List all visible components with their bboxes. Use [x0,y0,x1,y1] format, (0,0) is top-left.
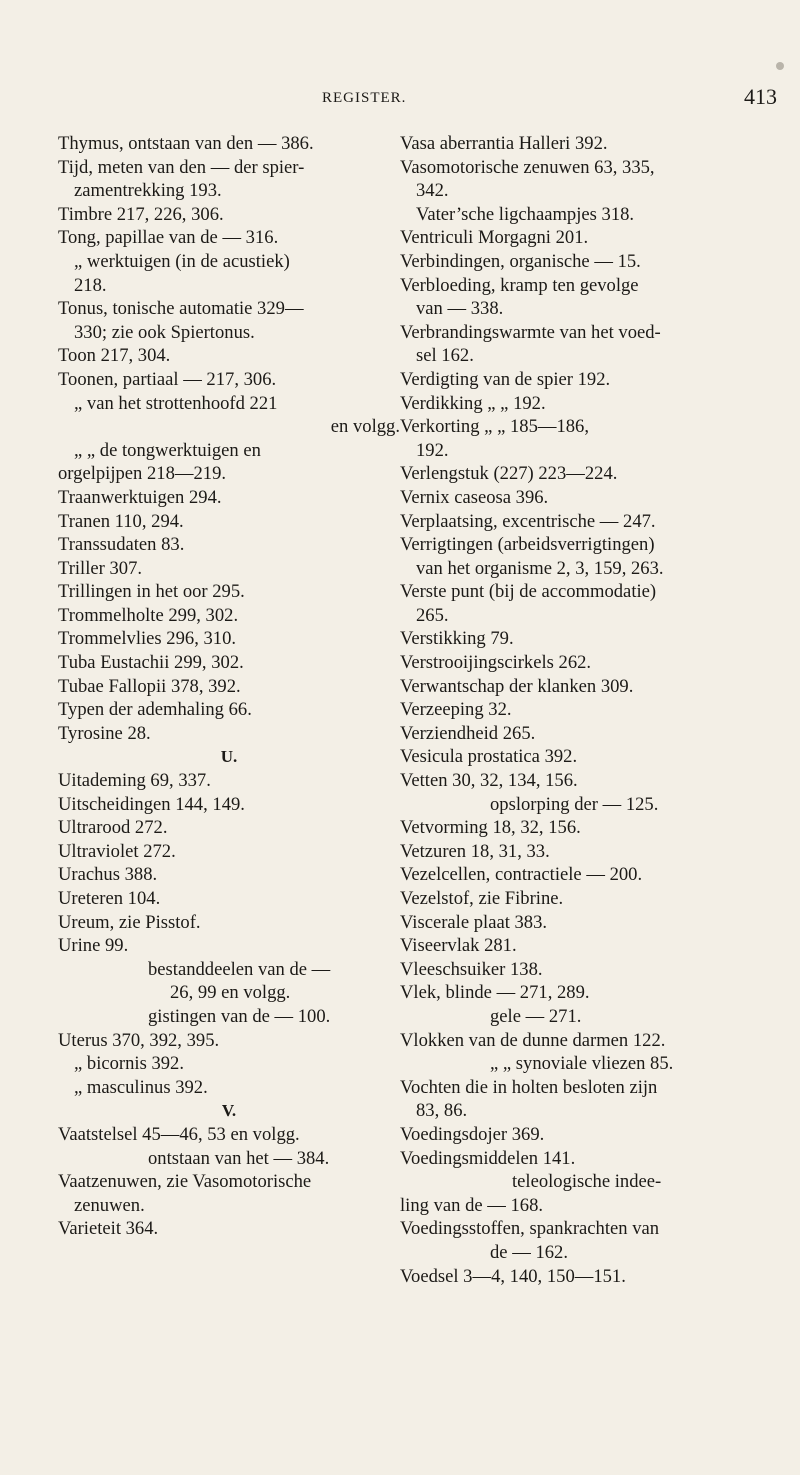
index-entry: opslorping der — 125. [490,793,659,815]
index-entry: Vlokken van de dunne darmen 122. [400,1029,666,1051]
index-entry: Tonus, tonische automatie 329— [58,298,304,320]
index-entry: Viscerale plaat 383. [400,911,548,933]
index-column-left [58,132,400,1241]
index-entry: Voedingsstoffen, spankrachten van [400,1218,660,1240]
index-entry: ontstaan van het — 384. [148,1147,330,1169]
index-entry: Verwantschap der klanken 309. [400,675,634,697]
index-entry: Toonen, partiaal — 217, 306. [58,368,277,390]
index-entry: „ „ synoviale vliezen 85. [490,1053,674,1075]
index-entry: Ventriculi Morgagni 201. [400,227,589,249]
index-entry: „ „ de tongwerktuigen en [74,439,261,461]
index-entry: gele — 271. [490,1005,582,1027]
index-entry: Vater’sche ligchaampjes 318. [416,203,635,225]
index-entry: Tyrosine 28. [58,722,151,744]
index-entry: Verlengstuk (227) 223—224. [400,463,618,485]
index-entry: Verbindingen, organische — 15. [400,250,641,272]
index-entry: 192. [416,439,449,461]
index-entry: Ureum, zie Pisstof. [58,911,201,933]
index-entry: Vasa aberrantia Halleri 392. [400,133,608,154]
index-entry: Verbloeding, kramp ten gevolge [400,274,639,296]
index-entry: Trommelholte 299, 302. [58,604,239,626]
index-entry: Vetten 30, 32, 134, 156. [400,770,578,792]
index-entry: Voedingsdojer 369. [400,1123,545,1145]
index-entry: Urine 99. [58,935,129,957]
index-entry: sel 162. [416,345,474,367]
index-entry: Varieteit 364. [58,1218,159,1240]
index-entry: bestanddeelen van de — [148,958,331,980]
index-entry: Tubae Fallopii 378, 392. [58,675,241,697]
index-entry: 330; zie ook Spiertonus. [74,321,255,343]
index-entry: Vernix caseosa 396. [400,486,549,508]
index-entry: Vochten die in holten besloten zijn [400,1076,658,1098]
index-entry: Uitscheidingen 144, 149. [58,793,245,815]
index-entry: Vesicula prostatica 392. [400,746,578,768]
index-entry: Vezelstof, zie Fibrine. [400,888,564,909]
index-entry: „ van het strottenhoofd 221 [74,392,278,414]
index-entry: Tong, papillae van de — 316. [58,227,279,249]
index-entry: Vaatstelsel 45—46, 53 en volgg. [58,1123,300,1145]
index-entry: Tuba Eustachii 299, 302. [58,652,244,674]
index-entry: Thymus, ontstaan van den — 386. [58,133,314,154]
index-entry: Traanwerktuigen 294. [58,486,222,508]
index-entry: Timbre 217, 226, 306. [58,203,224,225]
index-entry: Tranen 110, 294. [58,510,184,532]
index-entry: Ultraviolet 272. [58,840,176,862]
index-entry: 26, 99 en volgg. [170,982,291,1004]
index-entry: Uterus 370, 392, 395. [58,1029,220,1051]
index-entry: Verstrooijingscirkels 262. [400,652,592,674]
index-entry: 342. [416,180,449,202]
index-entry: „ masculinus 392. [74,1076,208,1098]
index-entry: Transsudaten 83. [58,534,185,556]
index-entry: Uitademing 69, 337. [58,770,211,792]
index-entry: Verkorting „ „ 185—186, [400,416,589,438]
page-header [0,82,800,112]
index-entry: Vasomotorische zenuwen 63, 335, [400,156,655,178]
index-entry: Verdigting van de spier 192. [400,368,611,390]
index-entry: orgelpijpen 218—219. [58,463,227,485]
index-entry: 83, 86. [416,1100,468,1122]
index-entry: en volgg. [330,416,400,438]
index-entry: 218. [74,274,107,296]
index-entry: ling van de — 168. [400,1194,544,1216]
index-entry: Tijd, meten van den — der spier- [58,156,305,178]
index-entry: „ werktuigen (in de acustiek) [74,250,290,272]
section-heading: U. [220,747,238,767]
index-entry: de — 162. [490,1241,568,1263]
index-entry: van het organisme 2, 3, 159, 263. [416,557,664,579]
index-entry: zenuwen. [74,1194,145,1216]
index-column-right [400,132,748,1288]
index-entry: teleologische indee- [512,1171,662,1193]
index-entry: Viseervlak 281. [400,935,517,957]
ink-spot [776,62,784,70]
index-entry: Urachus 388. [58,864,158,886]
index-entry: 265. [416,604,449,626]
index-entry: Triller 307. [58,557,143,579]
running-head: REGISTER. [322,90,407,106]
index-entry: Verbrandingswarmte van het voed- [400,321,661,343]
index-entry: Ureteren 104. [58,888,161,909]
index-entry: Vezelcellen, contractiele — 200. [400,864,643,886]
index-entry: Voedsel 3—4, 140, 150—151. [400,1265,626,1287]
index-entry: Verplaatsing, excentrische — 247. [400,510,656,532]
index-entry: gistingen van de — 100. [148,1005,331,1027]
page-number: 413 [744,84,777,109]
index-entry: Trommelvlies 296, 310. [58,628,237,650]
index-entry: Verdikking „ „ 192. [400,392,546,414]
index-entry: Voedingsmiddelen 141. [400,1147,576,1169]
index-entry: Verziendheid 265. [400,722,536,744]
index-entry: Vlek, blinde — 271, 289. [400,982,590,1004]
index-entry: Vaatzenuwen, zie Vasomotorische [58,1171,312,1193]
index-entry: Vetzuren 18, 31, 33. [400,840,550,862]
index-entry: Vleeschsuiker 138. [400,958,543,980]
index-entry: Ultrarood 272. [58,817,168,839]
section-heading: V. [221,1101,237,1121]
index-entry: Toon 217, 304. [58,345,171,367]
index-entry: Verrigtingen (arbeidsverrigtingen) [400,534,655,556]
index-entry: „ bicornis 392. [74,1053,184,1075]
index-entry: Verzeeping 32. [400,699,512,721]
index-entry: van — 338. [416,298,504,320]
index-entry: zamentrekking 193. [74,180,222,202]
index-entry: Typen der ademhaling 66. [58,699,252,721]
index-entry: Verstikking 79. [400,628,514,650]
index-entry: Verste punt (bij de accommodatie) [400,581,657,603]
index-entry: Trillingen in het oor 295. [58,581,245,603]
index-entry: Vetvorming 18, 32, 156. [400,817,581,839]
